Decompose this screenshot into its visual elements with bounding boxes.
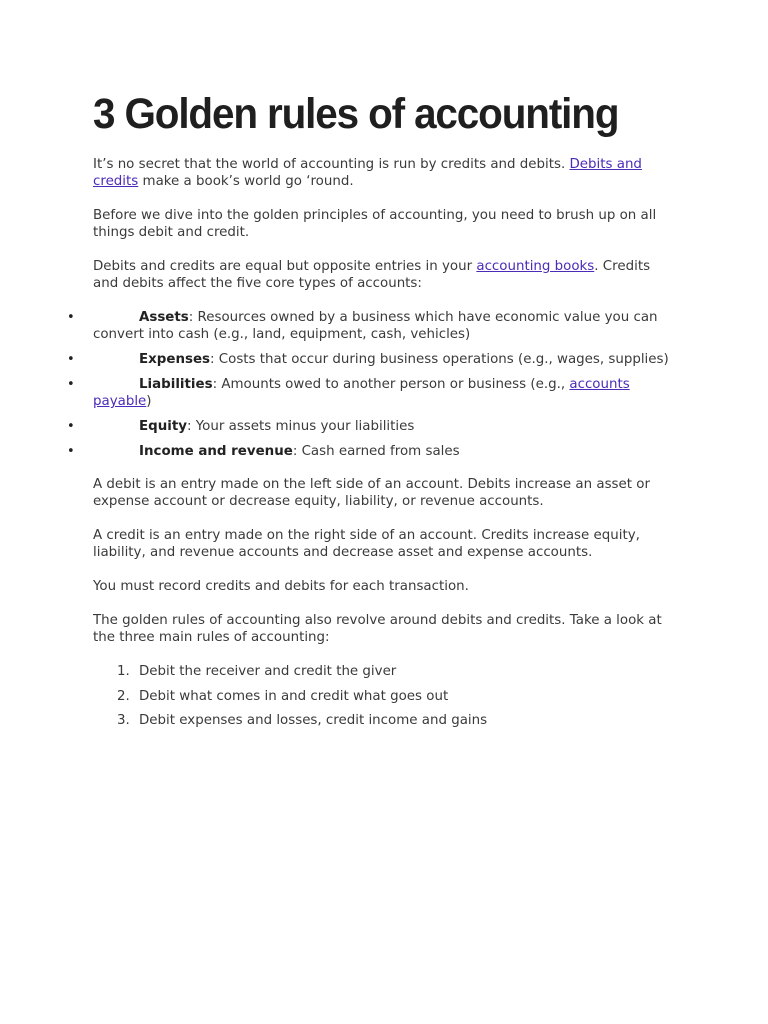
credit-definition-paragraph: A credit is an entry made on the right side of an account. Credits increase equity, liability, and revenue accounts and decrease asset and expense accounts.: [93, 528, 640, 560]
rule-item: [93, 663, 678, 680]
rule-number: 3.: [117, 713, 130, 728]
account-desc: : Resources owned by a business which have economic value you can convert into cash (e.g., land, equipment, cash, vehicles): [93, 310, 658, 342]
list-item-assets: [67, 309, 678, 343]
rule-item: [93, 688, 678, 705]
golden-rules-list: [93, 663, 678, 729]
intro-text-after: make a book’s world go ‘round.: [138, 174, 354, 189]
bullet-icon: •: [67, 352, 75, 367]
bullet-icon: •: [67, 419, 75, 434]
account-desc: : Costs that occur during business operations (e.g., wages, supplies): [210, 352, 669, 367]
document-page: [67, 84, 678, 737]
list-item-expenses: [67, 351, 678, 368]
accounts-intro-before: Debits and credits are equal but opposite entries in your: [93, 259, 477, 274]
accounts-payable-link[interactable]: accounts payable: [93, 377, 630, 409]
bullet-icon: •: [67, 377, 75, 392]
bullet-icon: •: [67, 310, 75, 325]
accounting-books-link[interactable]: accounting books: [476, 259, 595, 274]
golden-rules-intro-paragraph: The golden rules of accounting also revolve around debits and credits. Take a look at the three main rules of accounting:: [93, 613, 662, 645]
intro-text-before: It’s no secret that the world of accounting is run by credits and debits.: [93, 157, 570, 172]
rule-text: Debit expenses and losses, credit income and gains: [139, 713, 488, 728]
list-item-equity: [67, 418, 678, 435]
rule-number: 2.: [117, 688, 130, 704]
rule-item: [93, 712, 678, 729]
debits-and-credits-link[interactable]: Debits and credits: [93, 157, 642, 189]
intro-paragraph: [93, 156, 678, 190]
account-types-list: [67, 309, 678, 460]
account-desc: : Cash earned from sales: [292, 444, 460, 459]
rule-text: Debit the receiver and credit the giver: [139, 664, 397, 679]
page-title: 3 Golden rules of accounting: [93, 90, 619, 138]
record-paragraph: You must record credits and debits for each transaction.: [93, 579, 469, 594]
account-desc: : Your assets minus your liabilities: [187, 419, 415, 434]
rule-number: 1.: [117, 664, 130, 679]
list-item-liabilities: [67, 376, 678, 410]
rule-text: Debit what comes in and credit what goes out: [139, 688, 449, 704]
account-term: Income and revenue: [139, 444, 293, 459]
debit-definition-paragraph: A debit is an entry made on the left side of an account. Debits increase an asset or expense account or decrease equity, liability, or revenue accounts.: [93, 477, 650, 509]
account-term: Equity: [139, 419, 187, 434]
accounts-intro-paragraph: [93, 258, 678, 292]
accounts-intro-after: . Credits and debits affect the five core types of accounts:: [93, 259, 651, 291]
bullet-icon: •: [67, 444, 75, 459]
brush-up-paragraph: Before we dive into the golden principles of accounting, you need to brush up on all things debit and credit.: [93, 208, 657, 240]
account-term: Liabilities: [139, 377, 213, 392]
account-term: Expenses: [139, 352, 211, 367]
account-desc-before: : Amounts owed to another person or business (e.g.,: [212, 377, 570, 392]
list-item-income-and-revenue: [67, 443, 678, 460]
account-term: Assets: [139, 310, 189, 325]
account-desc-after: ): [146, 394, 152, 409]
